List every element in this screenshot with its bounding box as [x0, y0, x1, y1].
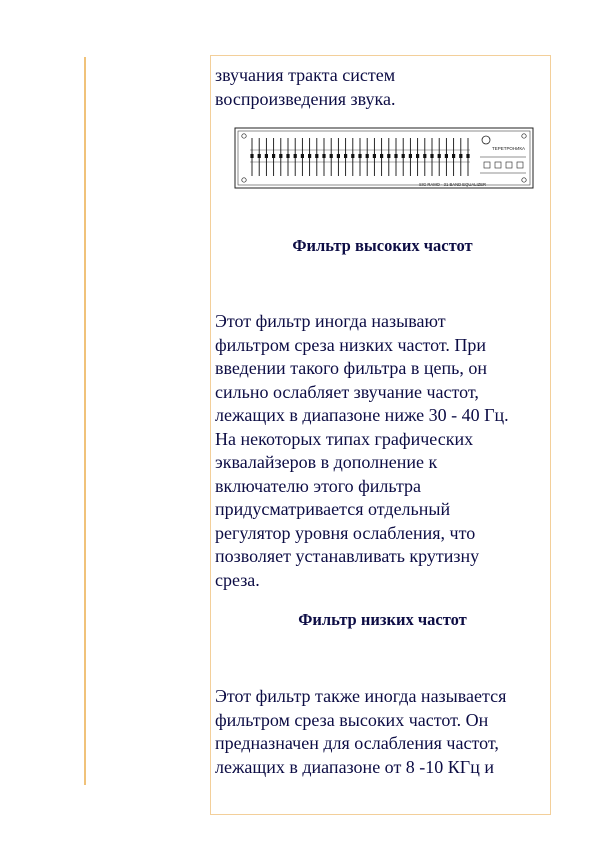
heading-low-pass: Фильтр низких частот	[298, 610, 467, 629]
text-line: Этот фильтр иногда называют	[215, 311, 446, 331]
equalizer-slider-cap	[258, 154, 261, 158]
text-line: сильно ослабляет звучание частот,	[215, 381, 479, 402]
equalizer-slider-cap	[330, 154, 333, 158]
text-line: среза.	[215, 569, 260, 590]
equalizer-slider-cap	[279, 154, 282, 158]
text-line: Этот фильтр также иногда называется	[215, 686, 507, 706]
brand-label: ТЕРЕТРОНИКА	[492, 146, 526, 151]
text-line: эквалайзеров в дополнение к	[215, 452, 438, 472]
high-pass-paragraph	[215, 310, 550, 592]
equalizer-slider-cap	[294, 154, 297, 158]
text-line: звучания тракта систем	[215, 65, 396, 85]
equalizer-slider-cap	[416, 154, 419, 158]
equalizer-slider-cap	[373, 154, 376, 158]
equalizer-slider-cap	[423, 154, 426, 158]
equalizer-slider-cap	[250, 154, 253, 158]
equalizer-slider-cap	[445, 154, 448, 158]
equalizer-slider-cap	[466, 154, 469, 158]
text-line: воспроизведения звука.	[215, 88, 396, 109]
equalizer-slider-cap	[308, 154, 311, 158]
equalizer-slider-cap	[409, 154, 412, 158]
text-line: На некоторых типах графических	[215, 428, 474, 449]
equalizer-slider-cap	[286, 154, 289, 158]
text-line: фильтром среза высоких частот. Он	[215, 709, 489, 730]
text-line: позволяет устанавливать крутизну	[215, 546, 480, 566]
equalizer-slider-cap	[366, 154, 369, 158]
equalizer-slider-cap	[402, 154, 405, 158]
equalizer-slider-cap	[394, 154, 397, 158]
equalizer-slider-cap	[380, 154, 383, 158]
equalizer-slider-cap	[315, 154, 318, 158]
intro-text	[215, 64, 550, 111]
text-line: введении такого фильтра в цепь, он	[215, 358, 488, 378]
text-line: придусматривается отдельный	[215, 499, 451, 519]
left-margin-rule	[84, 57, 86, 785]
equalizer-slider-cap	[430, 154, 433, 158]
text-line: регулятор уровня ослабления, что	[215, 522, 476, 543]
equalizer-slider-cap	[322, 154, 325, 158]
equalizer-slider-cap	[351, 154, 354, 158]
text-line: включателю этого фильтра	[215, 475, 422, 496]
low-pass-paragraph	[215, 685, 550, 779]
equalizer-slider-cap	[265, 154, 268, 158]
heading-high-pass: Фильтр высоких частот	[292, 236, 473, 255]
text-line: лежащих в диапазоне от 8 -10 КГц и	[215, 756, 494, 777]
text-line: фильтром среза низких частот. При	[215, 334, 487, 355]
text-line: лежащих в диапазоне ниже 30 - 40 Гц.	[215, 405, 509, 425]
equalizer-image	[234, 126, 534, 190]
equalizer-slider-cap	[459, 154, 462, 158]
model-label: SIG RAMO · 31 BAND EQUALIZER	[419, 182, 487, 187]
equalizer-slider-cap	[438, 154, 441, 158]
equalizer-slider-cap	[344, 154, 347, 158]
equalizer-slider-cap	[452, 154, 455, 158]
equalizer-slider-cap	[301, 154, 304, 158]
equalizer-slider-cap	[272, 154, 275, 158]
text-line: предназначен для ослабления частот,	[215, 733, 499, 753]
equalizer-slider-cap	[387, 154, 390, 158]
equalizer-slider-cap	[337, 154, 340, 158]
equalizer-slider-cap	[358, 154, 361, 158]
